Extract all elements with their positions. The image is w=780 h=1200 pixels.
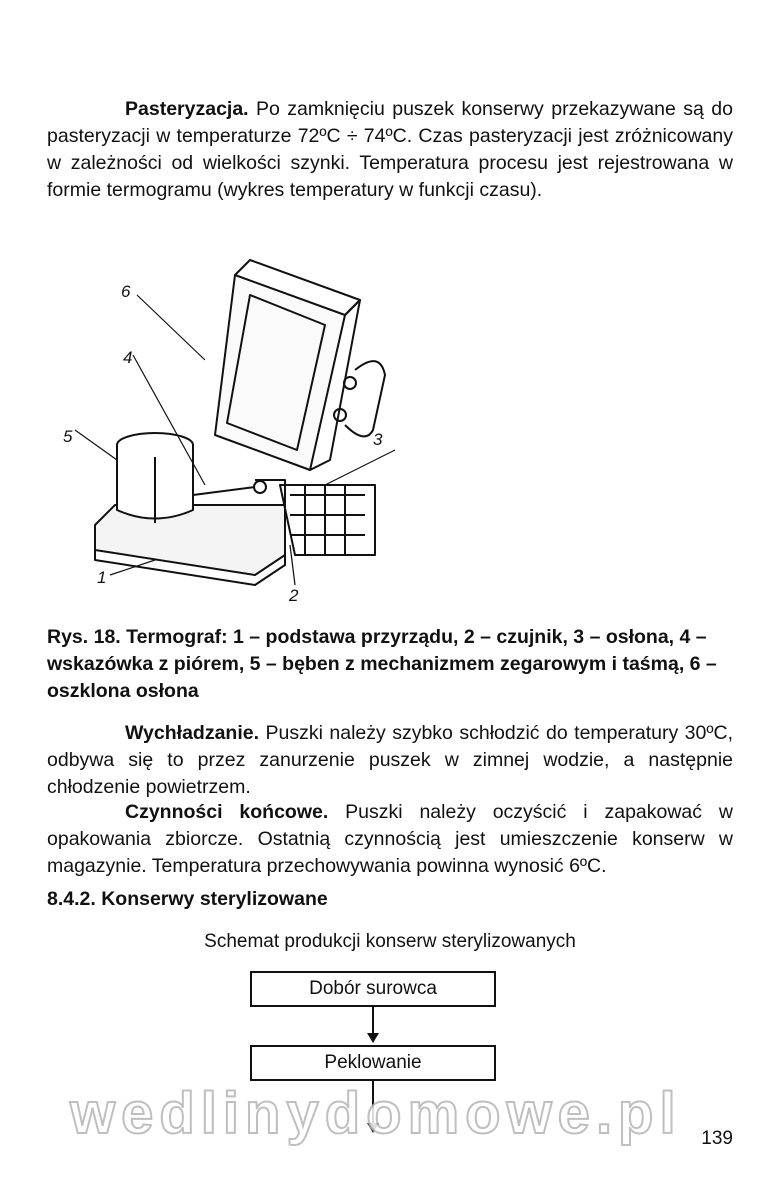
paragraph-cooling (47, 720, 733, 801)
thermograph-figure (55, 255, 395, 605)
page-number: 139 (701, 1128, 733, 1149)
figure-label-5: 5 (63, 427, 73, 446)
figure-label-4: 4 (123, 348, 133, 367)
flow-step-2-label: Peklowanie (324, 1052, 422, 1073)
figure-label-6: 6 (121, 282, 131, 301)
schema-title: Schemat produkcji konserw sterylizowanych (204, 931, 576, 952)
flow-step-2 (250, 1045, 496, 1081)
text-final: Puszki należy oczyścić i zapakować w opakowania zbiorcze. Ostatnią czynnością jest umieszczenie konserw w magazynie. Temperatura przechowywania powinna wynosić 6ºC. (47, 801, 733, 877)
text-pasteurization: Po zamknięciu puszek konserwy przekazywane są do pasteryzacji w temperaturze 72ºC ÷ 74ºC. Czas pasteryzacji jest zróżnicowany w zależności od wielkości szynki. Temperatura procesu jest rejestrowana w formie termogramu (wykres temperatury w funkcji czasu). (47, 98, 733, 201)
section-title: 8.4.2. Konserwy sterylizowane (47, 888, 328, 910)
watermark: wedlinydomowe.pl (70, 1081, 682, 1146)
figure-label-1: 1 (97, 568, 107, 587)
flow-step-1 (250, 971, 496, 1007)
heading-final: Czynności końcowe. (125, 801, 329, 823)
heading-pasteurization: Pasteryzacja. (125, 98, 249, 120)
figure-label-2: 2 (289, 586, 299, 605)
figure-label-3: 3 (373, 430, 383, 449)
heading-cooling: Wychładzanie. (125, 722, 260, 744)
text-cooling: Puszki należy szybko schłodzić do temperatury 30ºC, odbywa się to przez zanurzenie puszek w zimnej wodzie, a następnie chłodzenie powietrzem. (47, 722, 733, 798)
paragraph-pasteurization (47, 96, 733, 204)
figure-caption: Rys. 18. Termograf: 1 – podstawa przyrządu, 2 – czujnik, 3 – osłona, 4 – wskazówka z piórem, 5 – bęben z mechanizmem zegarowym i taśmą, 6 – oszklona osłona (47, 626, 717, 702)
flow-arrow-1 (372, 1007, 374, 1041)
flow-step-1-label: Dobór surowca (309, 978, 437, 999)
paragraph-final (47, 799, 733, 880)
